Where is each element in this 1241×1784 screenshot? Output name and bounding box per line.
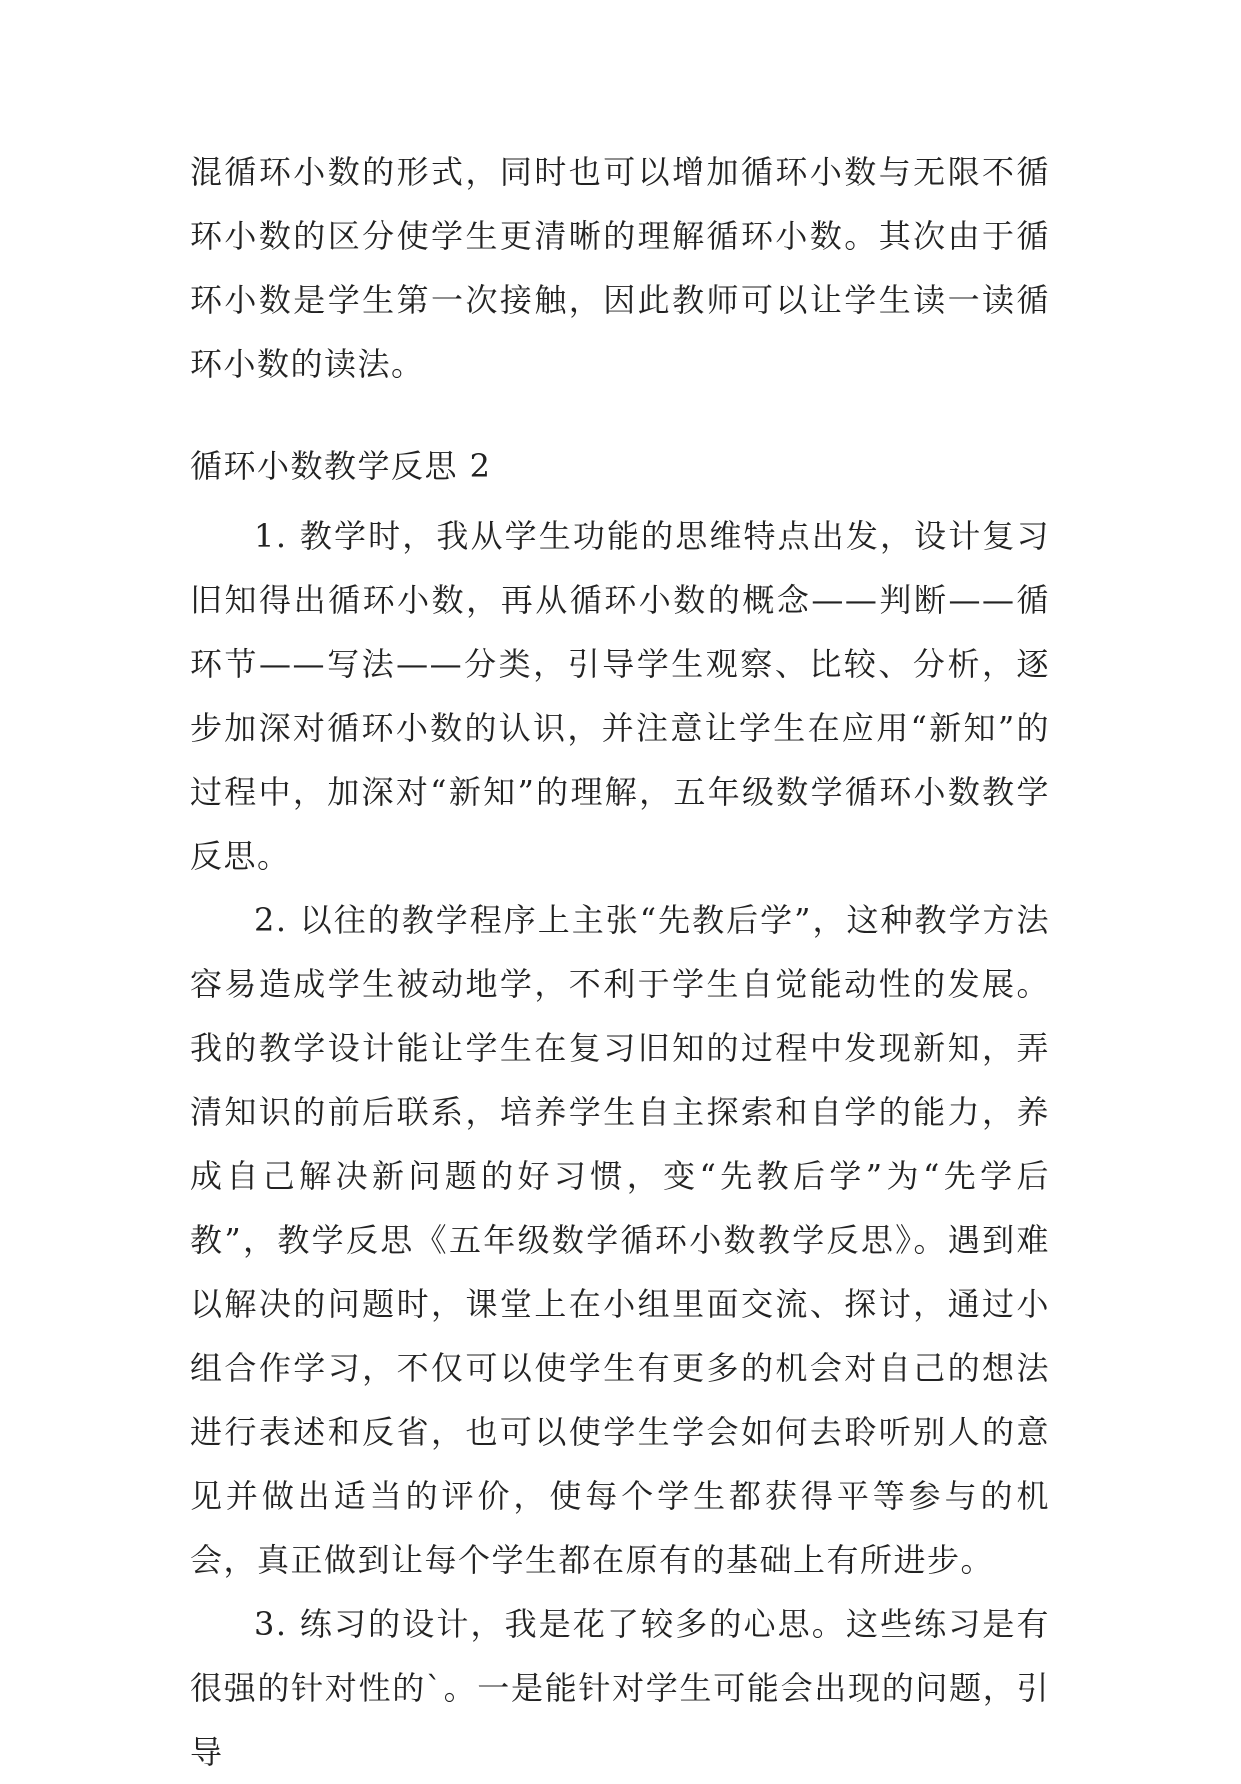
paragraph-1: 1. 教学时，我从学生功能的思维特点出发，设计复习旧知得出循环小数，再从循环小数的概念——判断——循环节——写法——分类，引导学生观察、比较、分析，逐步加深对循环小数的认识，并注意让学生在应用“新知”的过程中，加深对“新知”的理解，五年级数学循环小数教学反思。 <box>190 517 1050 875</box>
intro-paragraph: 混循环小数的形式，同时也可以增加循环小数与无限不循环小数的区分使学生更清晰的理解循环小数。其次由于循环小数是学生第一次接触，因此教师可以让学生读一读循环小数的读法。 <box>190 153 1050 383</box>
paragraph-2: 2. 以往的教学程序上主张“先教后学”，这种教学方法容易造成学生被动地学，不利于学生自觉能动性的发展。我的教学设计能让学生在复习旧知的过程中发现新知，弄清知识的前后联系，培养学生自主探索和自学的能力，养成自己解决新问题的好习惯，变“先教后学”为“先学后教”，教学反思《五年级数学循环小数教学反思》。遇到难以解决的问题时，课堂上在小组里面交流、探讨，通过小组合作学习，不仅可以使学生有更多的机会对自己的想法进行表述和反省，也可以使学生学会如何去聆听别人的意见并做出适当的评价，使每个学生都获得平等参与的机会，真正做到让每个学生都在原有的基础上有所进步。 <box>190 901 1050 1579</box>
section-heading: 循环小数教学反思 2 <box>190 447 492 485</box>
paragraph-3: 3. 练习的设计，我是花了较多的心思。这些练习是有很强的针对性的`。一是能针对学生可能会出现的问题，引导 <box>190 1605 1050 1771</box>
document-body <box>190 140 1050 1784</box>
